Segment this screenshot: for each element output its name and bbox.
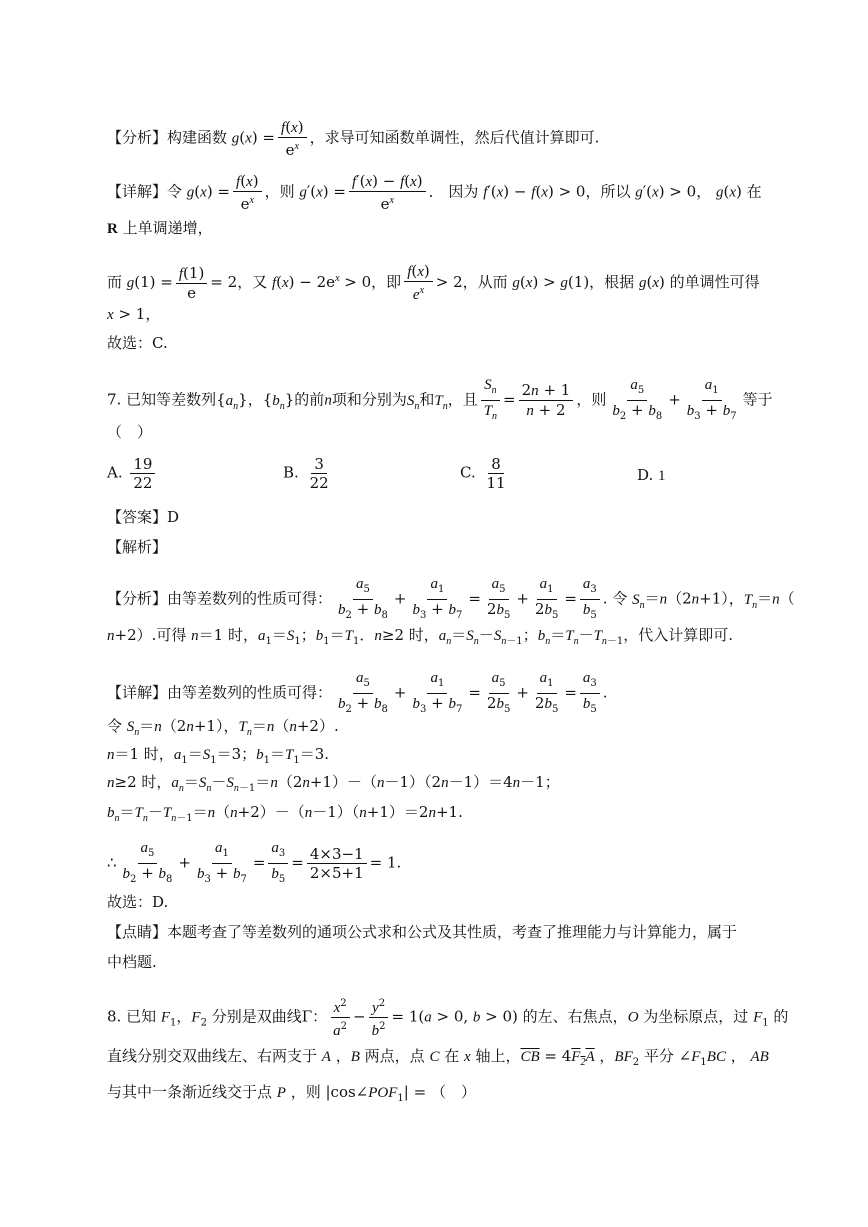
option-a-num: 19 xyxy=(130,455,155,474)
q6-detail-line2: R 上单调递增， xyxy=(107,219,213,237)
q7-choose: 故选：D. xyxy=(107,893,169,911)
option-b-label: B. xyxy=(283,463,299,482)
q7-option-c xyxy=(460,455,512,492)
q8-line1: 8. 已知 $F_1$，$F_2$ 分别是双曲线Γ： $\frac{x^2}{a^2}$ − $\frac{y^2}{b^2}$ = 1(a > 0, b > 0) 的左、右焦点，O 为坐标原点，过 $F_1$ 的 xyxy=(107,995,788,1040)
option-a-den: 22 xyxy=(133,474,153,492)
option-b-den: 22 xyxy=(309,474,329,492)
q7-stem: 7. 已知等差数列$\{a_n\}$，$\{b_n\}$的前n项和分别为$S_n$和$T_n$，且 $\frac{S_n}{T_n}$ = $\frac{2n + 1}{n + 2}$ ，则 $\frac{a_5}{b_2 + b_8}$ + $\frac{a_1}{b_3 + b_7}$ 等于 xyxy=(107,377,773,422)
q6-analysis: 【分析】构建函数 g(x) = $\frac{f(x)}{e^x}$ ，求导可知函数单调性，然后代值计算即可. xyxy=(107,118,600,159)
option-d-label: D. xyxy=(637,466,654,484)
q7-option-d xyxy=(637,466,666,485)
q7-option-b xyxy=(283,455,335,492)
q7-paren: （ ） xyxy=(107,423,153,441)
q7-analysis-line1: 【分析】由等差数列的性质可得： $\frac{a_5}{b_2 + b_8}$ + $\frac{a_1}{b_3 + b_7}$ = $\frac{a_5}{2b_5}$ + $\frac{a_1}{2b_5}$ = $\frac{a_3}{b_5}$ . 令 $S_n=n(2n+1)$，$T_n=n$（ xyxy=(107,576,795,621)
q7-detail-line1: 【详解】由等差数列的性质可得： $\frac{a_5}{b_2 + b_8}$ + $\frac{a_1}{b_3 + b_7}$ = $\frac{a_5}{2b_5}$ + $\frac{a_1}{2b_5}$ = $\frac{a_3}{b_5}$ . xyxy=(107,670,608,715)
q8-line2: 直线分别交双曲线左、右两支于 A ，B 两点，点 C 在 x 轴上，$\overline{CB} = 4F_2A$ ，$BF_2$ 平分 $\angle F_1BC$ ， AB xyxy=(107,1047,769,1068)
q7-answer: 【答案】D xyxy=(107,508,180,526)
q6-detail-line4: x > 1， xyxy=(107,305,161,323)
option-c-label: C. xyxy=(460,463,476,482)
q7-detail-l1: 令 $S_n=n(2n+1)$，$T_n=n(n+2)$. xyxy=(107,717,339,738)
q7-detail-l3: n≥2 时，$a_n=S_n-S_{n-1}=n(2n+1)-(n-1)(2n-1)=4n-1$； xyxy=(107,773,560,794)
q8-line3: 与其中一条渐近线交于点 P ，则 $|\cos\angle POF_1|$ = （ ） xyxy=(107,1083,476,1104)
option-b-num: 3 xyxy=(311,455,327,474)
option-c-den: 11 xyxy=(486,474,506,492)
q7-detail-l2: n＝1 时，$a_1=S_1=3$；$b_1=T_1=3$. xyxy=(107,745,330,766)
q7-detail-l5: ∴ $\frac{a_5}{b_2 + b_8}$ + $\frac{a_1}{b_3 + b_7}$ = $\frac{a_3}{b_5}$ = $\frac{4\times 3-1}{2\times 5+1}$ = 1. xyxy=(107,840,402,885)
option-a-label: A. xyxy=(107,463,123,482)
q6-detail-line3: 而 g(1) = $\frac{f(1)}{e}$ = 2，又 $f(x) - 2e^x > 0$，即 $\frac{f(x)}{e^x}$ > 2，从而 g(x) > g(1)，根据 g(x) 的单调性可得 xyxy=(107,262,760,303)
q7-analysis-line2: n+2）.可得 n＝1 时，$a_1=S_1$；$b_1=T_1$．n≥2 时，$a_n=S_n-S_{n-1}$；$b_n=T_n-T_{n-1}$，代入计算即可. xyxy=(107,626,734,647)
q7-comment-line1: 【点睛】本题考查了等差数列的通项公式求和公式及其性质，考查了推理能力与计算能力，属于 xyxy=(107,923,738,941)
q6-choose: 故选：C. xyxy=(107,334,168,352)
option-c-num: 8 xyxy=(488,455,504,474)
q7-comment-line2: 中档题. xyxy=(107,953,157,971)
option-d-value: 1 xyxy=(658,468,666,484)
q7-option-a xyxy=(107,455,158,492)
q6-detail-line1: 【详解】令 g(x) = $\frac{f(x)}{e^x}$ ，则 g′(x) = $\frac{f'(x) - f(x)}{e^x}$ ． 因为 f′(x) − f(x) > 0，所以 g′(x) > 0， g(x) 在 xyxy=(107,172,762,213)
q7-detail-l4: $b_n=T_n-T_{n-1}=n(n+2)-(n-1)(n+1)=2n+1$. xyxy=(107,803,463,824)
q7-jiexi: 【解析】 xyxy=(107,538,168,556)
